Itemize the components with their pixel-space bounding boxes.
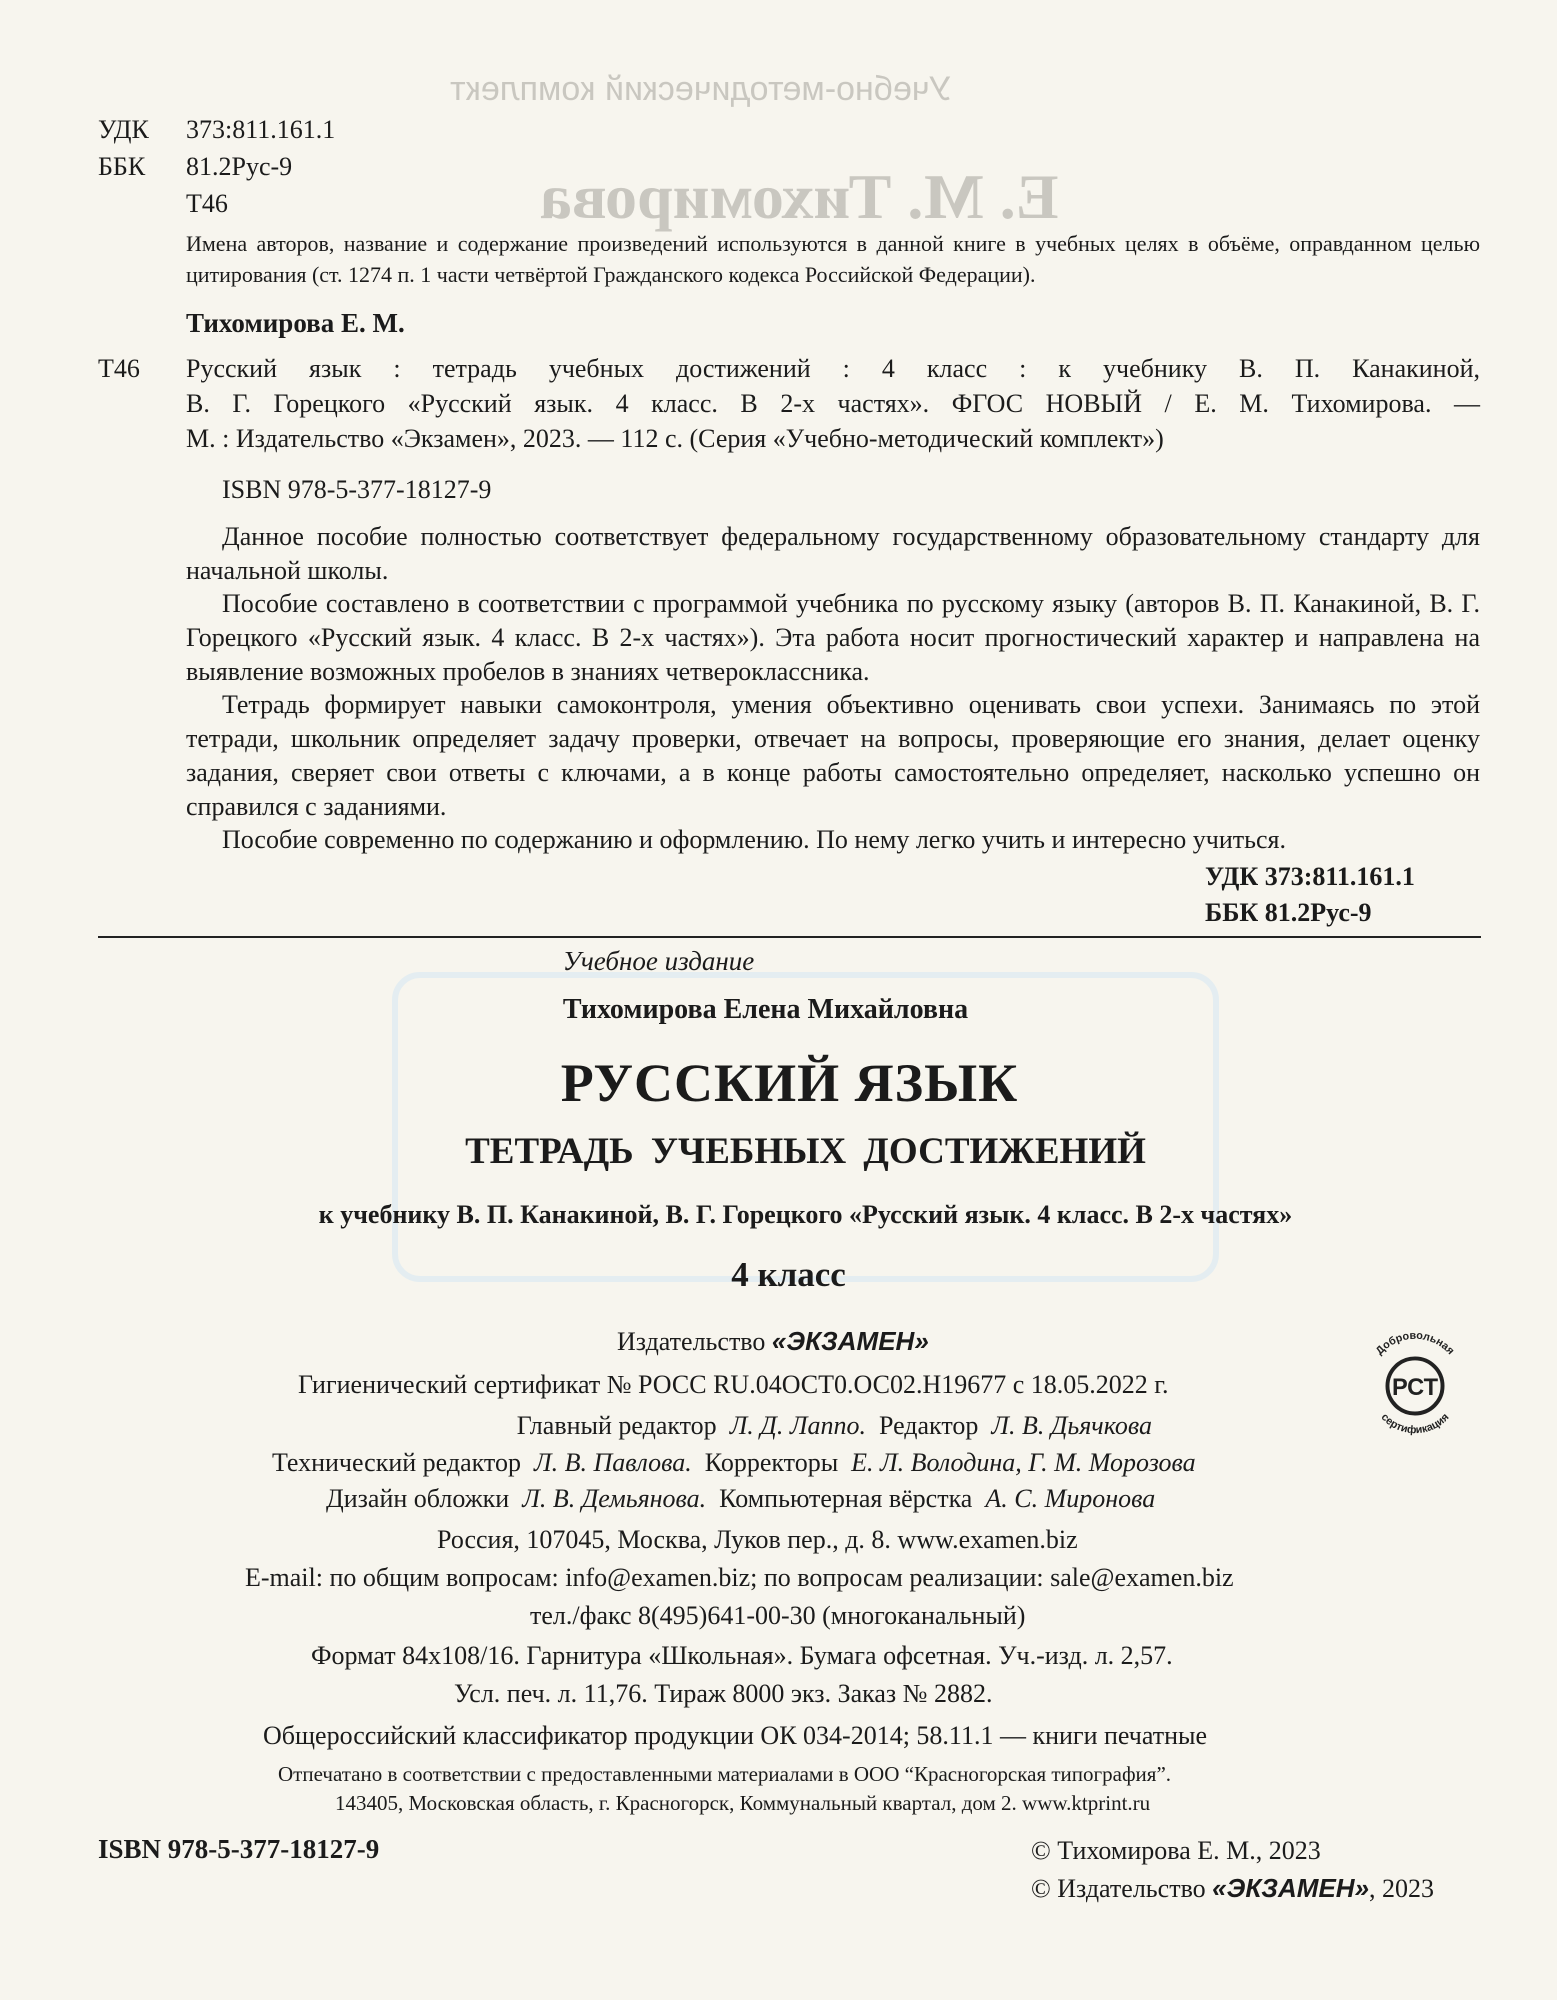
classifier-line: Общероссийский классификатор продукции ОК 034-2014; 58.11.1 — книги печатные [263, 1721, 1208, 1750]
credit-name: Л. В. Павлова. [533, 1448, 692, 1477]
publisher-address: Россия, 107045, Москва, Луков пер., д. 8. www.examen.biz [437, 1525, 1078, 1554]
format-line: Формат 84х108/16. Гарнитура «Школьная». Бумага офсетная. Уч.-изд. л. 2,57. [311, 1641, 1173, 1670]
credit-role: Корректоры [704, 1448, 839, 1477]
credit-role: Редактор [878, 1411, 979, 1440]
credit-name: Л. В. Дьячкова [991, 1411, 1152, 1440]
credits-line-2 [272, 1446, 1196, 1479]
credit-role: Технический редактор [272, 1448, 521, 1477]
textbook-reference: к учебнику В. П. Канакиной, В. Г. Горецкого «Русский язык. 4 класс. В 2-х частях» [318, 1200, 1293, 1229]
book-subtitle: ТЕТРАДЬ УЧЕБНЫХ ДОСТИЖЕНИЙ [465, 1131, 1146, 1172]
publisher-phone: тел./факс 8(495)641-00-30 (многоканальный) [530, 1601, 1026, 1630]
show-through-author: Е. М. Тихомирова [540, 161, 1059, 232]
publisher-prefix: Издательство [617, 1327, 766, 1356]
record-line-1: Русский язык : тетрадь учебных достижений : 4 класс : к учебнику В. П. Канакиной, [186, 354, 1480, 383]
footer-publisher-name: «ЭКЗАМЕН» [1212, 1873, 1370, 1903]
edition-type: Учебное издание [562, 946, 755, 976]
annotation-paragraph-1: Данное пособие полностью соответствует федеральному государственному образовательному стандарту для начальной школы. [186, 522, 1480, 585]
footer-publisher-year: , 2023 [1369, 1874, 1435, 1903]
divider [98, 936, 1481, 938]
print-run-line: Усл. печ. л. 11,76. Тираж 8000 экз. Заказ № 2882. [454, 1679, 993, 1708]
footer-isbn: ISBN 978-5-377-18127-9 [98, 1834, 380, 1864]
book-title: РУССКИЙ ЯЗЫК [560, 1053, 1019, 1113]
annotation-paragraph-2: Пособие составлено в соответствии с программой учебника по русскому языку (авторов В. П. Канакиной, В. Г. Горецкого «Русский язык. 4 класс. В 2-х частях»). Эта работа носит прогностический характер и направлена на выявление возможных пробелов в знаниях четвероклассника. [186, 589, 1480, 686]
annotation-paragraph-3: Тетрадь формирует навыки самоконтроля, умения объективно оценивать свои успехи. Занимаясь по этой тетради, школьник определяет задачу проверки, отвечает на вопросы, проверяющие его знания, делает оценку задания, сверяет свои ответы с ключами, а в конце работы самостоятельно определяет, насколько успешно он справился с заданиями. [186, 690, 1480, 821]
credit-name: Л. В. Демьянова. [522, 1484, 707, 1513]
grade: 4 класс [731, 1255, 846, 1294]
udk-value: 373:811.161.1 [186, 115, 336, 144]
udk-bottom: УДК 373:811.161.1 [1205, 862, 1415, 891]
record-line-3: М. : Издательство «Экзамен», 2023. — 112 с. (Серия «Учебно-методический комплект») [186, 424, 1164, 453]
credits-line-1 [517, 1409, 1152, 1442]
author-heading: Тихомирова Е. М. [186, 308, 405, 338]
copyright-notice: Имена авторов, название и содержание произведений используются в данной книге в учебных целях в объёме, оправданном целью цитирования (ст. 1274 п. 1 части четвёртой Гражданского кодекса Российской Федерации). [186, 231, 1480, 287]
credit-role: Главный редактор [516, 1411, 717, 1440]
credits-line-3 [326, 1482, 1155, 1515]
publisher-name: «ЭКЗАМЕН» [771, 1326, 929, 1356]
author-full: Тихомирова Елена Михайловна [562, 994, 969, 1025]
credit-role: Компьютерная вёрстка [719, 1484, 973, 1513]
credit-name: А. С. Миронова [985, 1484, 1156, 1513]
badge-mark: РСТ [1391, 1374, 1439, 1401]
bbk-bottom: ББК 81.2Рус-9 [1205, 898, 1372, 927]
printed-by-line-2: 143405, Московская область, г. Красногорск, Коммунальный квартал, дом 2. www.ktprint.ru [335, 1791, 1151, 1815]
certification-badge [1356, 1325, 1474, 1443]
publisher-line [617, 1326, 929, 1357]
credit-role: Дизайн обложки [326, 1484, 510, 1513]
record-mark: Т46 [98, 354, 140, 383]
bbk-label: ББК [98, 152, 146, 181]
hygiene-certificate: Гигиенический сертификат № РОСС RU.04ОСТ0.ОС02.Н19677 с 18.05.2022 г. [298, 1370, 1169, 1399]
author-mark: Т46 [186, 189, 228, 218]
badge-arc-bottom: сертификация [1378, 1411, 1452, 1437]
footer-copyright-publisher [1031, 1872, 1434, 1905]
publisher-email: E-mail: по общим вопросам: info@examen.biz; по вопросам реализации: sale@examen.biz [245, 1563, 1234, 1592]
record-line-2: В. Г. Горецкого «Русский язык. 4 класс. В 2-х частях». ФГОС НОВЫЙ / Е. М. Тихомирова. — [186, 389, 1480, 418]
show-through-series: Учебно-методический комплект [450, 70, 952, 108]
bbk-value: 81.2Рус-9 [186, 152, 293, 181]
badge-arc-top: Добровольная [1373, 1329, 1457, 1358]
udk-label: УДК [98, 115, 149, 144]
printed-by-line-1: Отпечатано в соответствии с предоставленными материалами в ООО “Красногорская типография”. [278, 1762, 1172, 1786]
footer-copyright-author: © Тихомирова Е. М., 2023 [1031, 1836, 1321, 1865]
record-isbn: ISBN 978-5-377-18127-9 [222, 475, 492, 504]
annotation-paragraph-4: Пособие современно по содержанию и оформлению. По нему легко учить и интересно учиться. [222, 825, 1287, 854]
footer-publisher-prefix: © Издательство [1031, 1874, 1206, 1903]
credit-name: Л. Д. Лаппо. [729, 1411, 866, 1440]
credit-name: Е. Л. Володина, Г. М. Морозова [851, 1448, 1196, 1477]
